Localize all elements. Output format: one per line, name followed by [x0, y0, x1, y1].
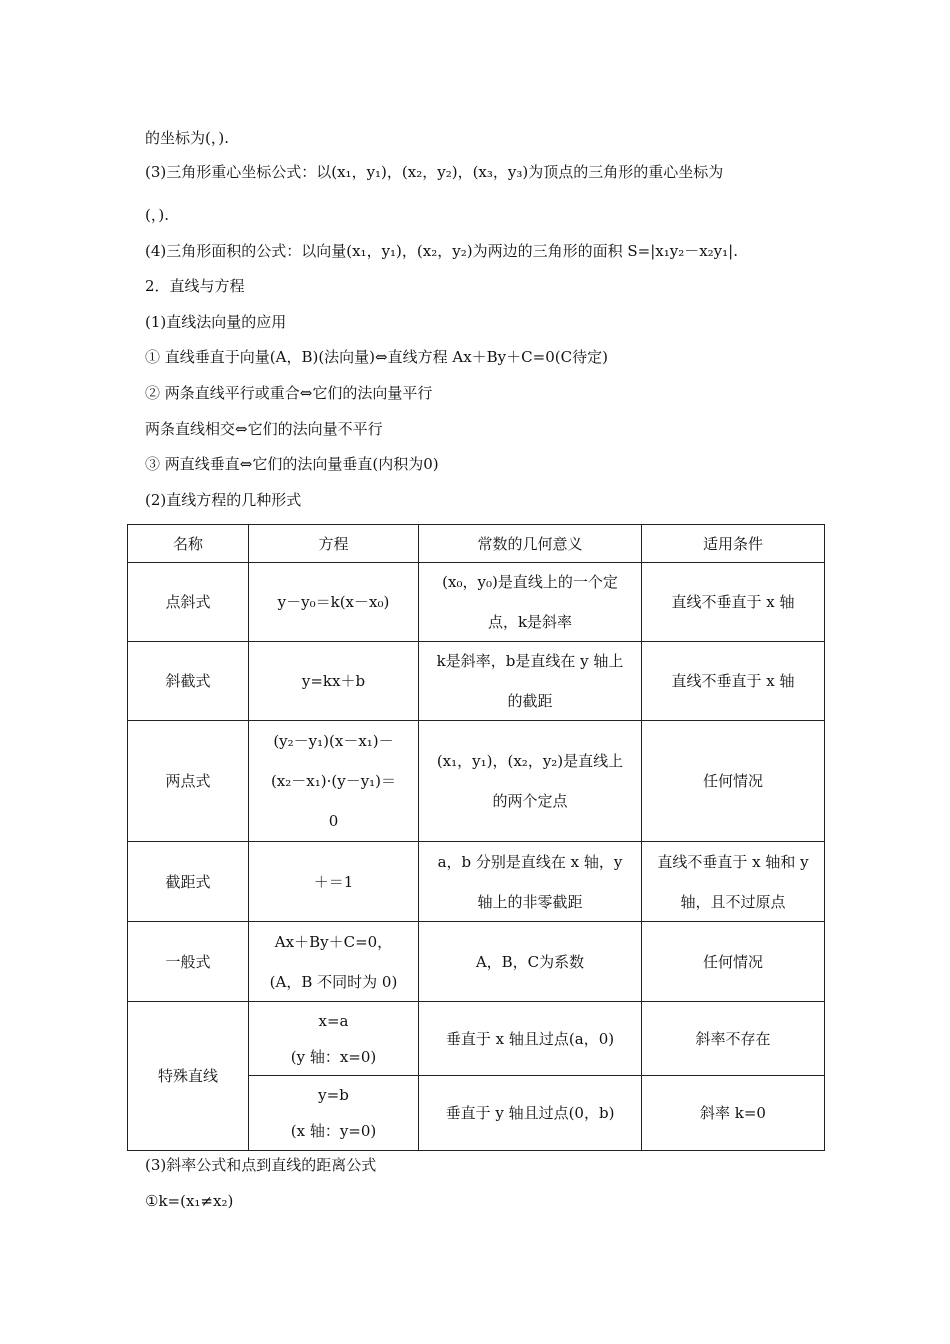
- form-meaning: A，B，C为系数: [419, 922, 642, 1002]
- form-condition: 直线不垂直于 x 轴: [642, 563, 825, 642]
- form-meaning: (x₁，y₁)，(x₂，y₂)是直线上 的两个定点: [419, 721, 642, 842]
- centroid-formula: (3)三角形重心坐标公式：以(x₁，y₁)，(x₂，y₂)，(x₃，y₃)为顶点的三角形的重心坐标为: [145, 163, 724, 181]
- form-condition: 斜率不存在: [642, 1002, 825, 1076]
- form-meaning: a，b 分别是直线在 x 轴，y 轴上的非零截距: [419, 842, 642, 922]
- form-meaning: (x₀，y₀)是直线上的一个定 点，k是斜率: [419, 563, 642, 642]
- table-row: [128, 1002, 825, 1076]
- text-line: ② 两条直线平行或重合⇔它们的法向量平行: [145, 384, 433, 402]
- table-header: 适用条件: [642, 525, 825, 563]
- text-line: ① 直线垂直于向量(A，B)(法向量)⇔直线方程 Ax＋By＋C=0(C待定): [145, 348, 608, 366]
- table-row: [128, 563, 825, 642]
- form-condition: 斜率 k=0: [642, 1076, 825, 1151]
- table-row: [128, 922, 825, 1002]
- form-name: 特殊直线: [128, 1002, 249, 1151]
- form-meaning: k是斜率，b是直线在 y 轴上 的截距: [419, 642, 642, 721]
- form-equation: ＋＝1: [249, 842, 419, 922]
- form-name: 点斜式: [128, 563, 249, 642]
- form-condition: 直线不垂直于 x 轴: [642, 642, 825, 721]
- form-equation: (y₂－y₁)(x－x₁)－ (x₂－x₁)·(y－y₁)＝ 0: [249, 721, 419, 842]
- form-condition: 任何情况: [642, 922, 825, 1002]
- line-equation-table: [127, 524, 825, 1151]
- form-name: 截距式: [128, 842, 249, 922]
- subsection-heading: (3)斜率公式和点到直线的距离公式: [145, 1156, 377, 1174]
- form-meaning: 垂直于 y 轴且过点(0，b): [419, 1076, 642, 1151]
- form-equation: y=b (x 轴：y=0): [249, 1076, 419, 1151]
- form-name: 一般式: [128, 922, 249, 1002]
- section-heading: 2．直线与方程: [145, 277, 245, 295]
- table-header-row: [128, 525, 825, 563]
- table-header: 常数的几何意义: [419, 525, 642, 563]
- subsection-heading: (2)直线方程的几种形式: [145, 491, 302, 509]
- table-row: [128, 721, 825, 842]
- text-line: 两条直线相交⇔它们的法向量不平行: [145, 420, 383, 438]
- slope-formula: ①k=(x₁≠x₂): [145, 1192, 234, 1210]
- form-name: 斜截式: [128, 642, 249, 721]
- form-equation: y－y₀＝k(x－x₀): [249, 563, 419, 642]
- text-line: ③ 两直线垂直⇔它们的法向量垂直(内积为0): [145, 455, 439, 473]
- form-name: 两点式: [128, 721, 249, 842]
- text-line: (，).: [145, 206, 169, 224]
- subsection-heading: (1)直线法向量的应用: [145, 313, 287, 331]
- table-row: [128, 842, 825, 922]
- form-equation: Ax＋By＋C=0， (A，B 不同时为 0): [249, 922, 419, 1002]
- form-equation: y=kx＋b: [249, 642, 419, 721]
- form-meaning: 垂直于 x 轴且过点(a，0): [419, 1002, 642, 1076]
- table-row: [128, 642, 825, 721]
- form-equation: x=a (y 轴：x=0): [249, 1002, 419, 1076]
- table-header: 名称: [128, 525, 249, 563]
- form-condition: 任何情况: [642, 721, 825, 842]
- form-condition: 直线不垂直于 x 轴和 y 轴，且不过原点: [642, 842, 825, 922]
- area-formula: (4)三角形面积的公式：以向量(x₁，y₁)，(x₂，y₂)为两边的三角形的面积 S=|x₁y₂－x₂y₁|.: [145, 242, 738, 260]
- text-line: 的坐标为(，).: [145, 129, 229, 147]
- table-header: 方程: [249, 525, 419, 563]
